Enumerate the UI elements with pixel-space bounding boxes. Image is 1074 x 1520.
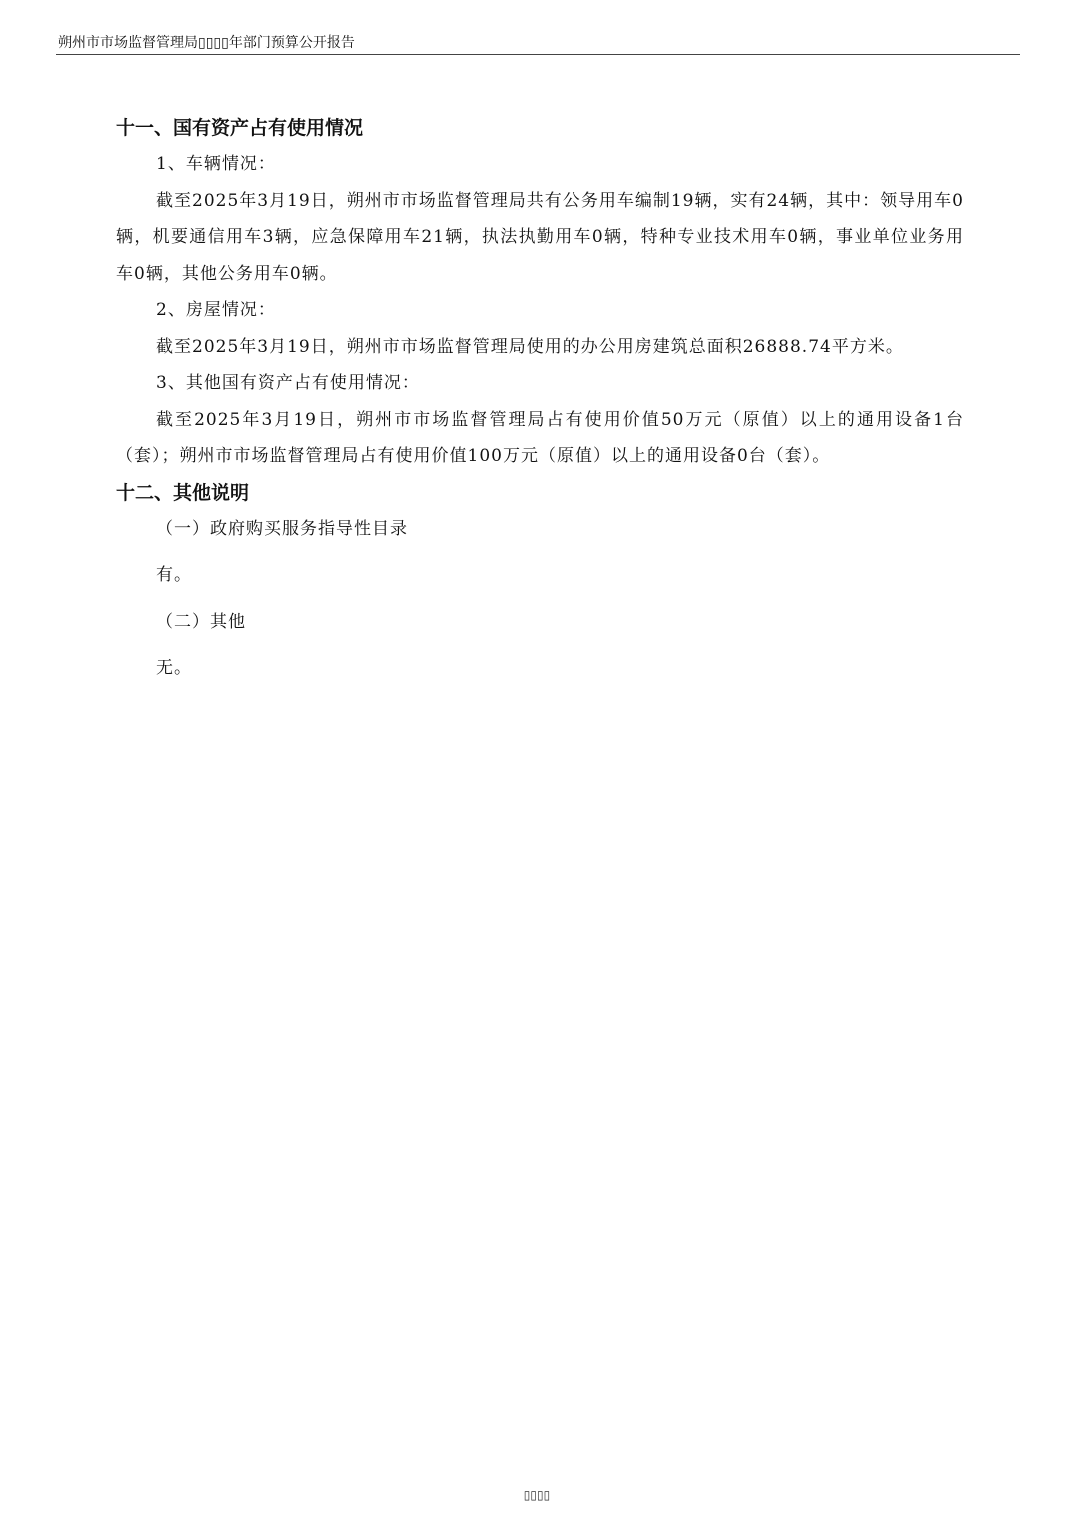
page-header (56, 30, 1020, 55)
section-11-heading: 十一、国有资产占有使用情况 (116, 117, 364, 139)
other-assets-label: 3、其他国有资产占有使用情况： (156, 373, 420, 393)
page-header-title: 朔州市市场监督管理局▯▯▯▯年部门预算公开报告 (58, 35, 355, 51)
other-assets-paragraph: 截至2025年3月19日，朔州市市场监督管理局占有使用价值50万元（原值）以上的通用设备1台（套）；朔州市市场监督管理局占有使用价值100万元（原值）以上的通用设备0台（套）。 (116, 409, 964, 466)
vehicles-label: 1、车辆情况： (156, 154, 276, 174)
section-12-heading: 十二、其他说明 (116, 481, 250, 504)
page-number: ▯▯▯▯ (523, 1488, 551, 1502)
vehicles-paragraph: 截至2025年3月19日，朔州市市场监督管理局共有公务用车编制19辆，实有24辆，其中：领导用车0辆，机要通信用车3辆，应急保障用车21辆，执法执勤用车0辆，特种专业技术用车0辆，事业单位业务用车0辆，其他公务用车0辆。 (116, 190, 964, 284)
subsection-2-text: 无。 (156, 658, 192, 678)
subsection-1-label: （一）政府购买服务指导性目录 (156, 518, 408, 539)
subsection-2-label: （二）其他 (156, 611, 246, 632)
housing-paragraph: 截至2025年3月19日，朔州市市场监督管理局使用的办公用房建筑总面积26888.74平方米。 (156, 336, 904, 357)
document-body (116, 110, 964, 687)
subsection-1-text: 有。 (156, 565, 192, 585)
housing-label: 2、房屋情况： (156, 300, 276, 320)
